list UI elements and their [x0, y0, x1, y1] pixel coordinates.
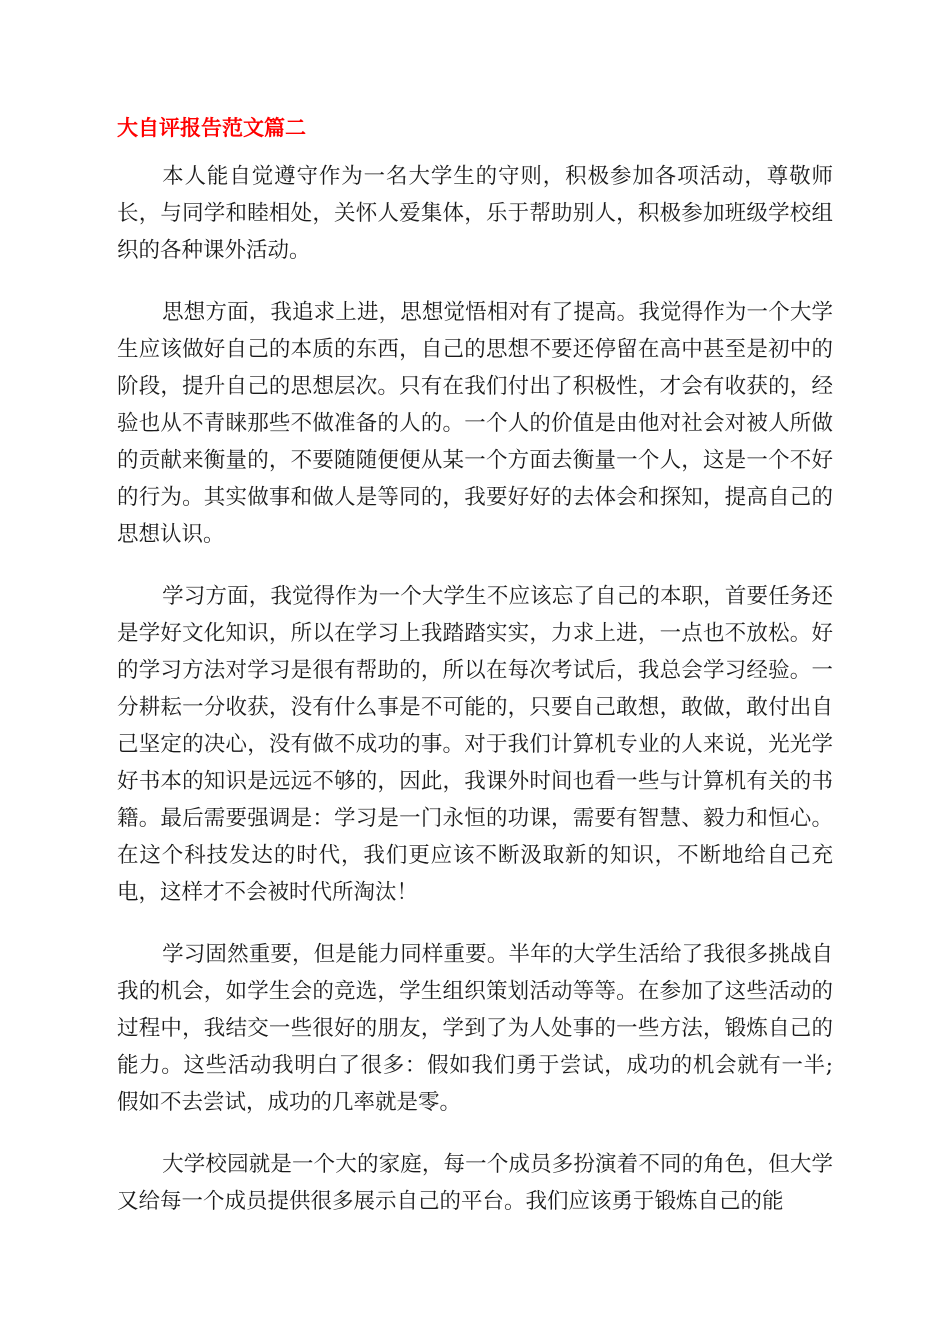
paragraph-thought: 思想方面，我追求上进，思想觉悟相对有了提高。我觉得作为一个大学生应该做好自己的本质的东西，自己的思想不要还停留在高中甚至是初中的阶段，提升自己的思想层次。只有在我们付出了积极性，才会有收获的，经验也从不青睐那些不做准备的人的。一个人的价值是由他对社会对被人所做的贡献来衡量的，不要随随便便从某一个方面去衡量一个人，这是一个不好的行为。其实做事和做人是等同的，我要好好的去体会和探知，提高自己的思想认识。: [117, 300, 833, 547]
document-title: 大自评报告范文篇二: [117, 116, 306, 140]
paragraph-conduct: 本人能自觉遵守作为一名大学生的守则，积极参加各项活动，尊敬师长，与同学和睦相处，关怀人爱集体，乐于帮助别人，积极参加班级学校组织的各种课外活动。: [117, 164, 833, 263]
paragraph-study: 学习方面，我觉得作为一个大学生不应该忘了自己的本职，首要任务还是学好文化知识，所以在学习上我踏踏实实，力求上进，一点也不放松。好的学习方法对学习是很有帮助的，所以在每次考试后，我总会学习经验。一分耕耘一分收获，没有什么事是不可能的，只要自己敢想，敢做，敢付出自己坚定的决心，没有做不成功的事。对于我们计算机专业的人来说，光光学好书本的知识是远远不够的，因此，我课外时间也看一些与计算机有关的书籍。最后需要强调是：学习是一门永恒的功课，需要有智慧、毅力和恒心。在这个科技发达的时代，我们更应该不断汲取新的知识，不断地给自己充电，这样才不会被时代所淘汰！: [117, 584, 833, 905]
document-body: [117, 108, 833, 1220]
paragraph-ability: 学习固然重要，但是能力同样重要。半年的大学生活给了我很多挑战自我的机会，如学生会的竞选，学生组织策划活动等等。在参加了这些活动的过程中，我结交一些很好的朋友，学到了为人处事的一些方法，锻炼自己的能力。这些活动我明白了很多：假如我们勇于尝试，成功的机会就有一半;假如不去尝试，成功的几率就是零。: [117, 942, 833, 1115]
paragraph-campus: 大学校园就是一个大的家庭，每一个成员多扮演着不同的角色，但大学又给每一个成员提供很多展示自己的平台。我们应该勇于锻炼自己的能: [117, 1152, 833, 1214]
